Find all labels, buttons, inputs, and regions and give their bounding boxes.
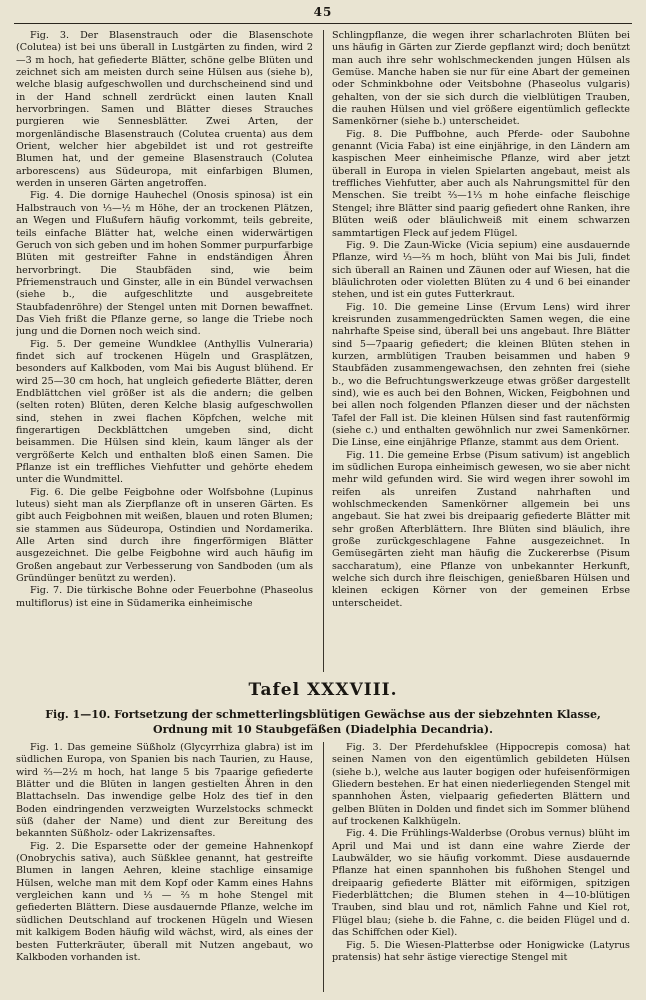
paragraph-fig11: Fig. 11. Die gemeine Erbse (Pisum sativum) ist angeblich im südlichen Europa einheimisch gewesen, wo sie aber nicht mehr wild gefunden wird. Sie wird wegen ihrer sowohl im reifen als unreifen Zustand nahrhaften und wohlschmeckenden Samenkörner allgemein bei uns angebaut. Sie hat zwei bis dreipaarig gefiederte Blätter mit sehr großen Afterblättern. Ihre Blüten sind bläulich, ihre große zurückgeschlagene Fahne ausgezeichnet. In Gemüsegärten zieht man häufig die Zuckererbse (Pisum saccharatum), eine Pflanze von unbekannter Herkunft, welche sich durch ihre fleischigen, genießbaren Hülsen und kleinen eckigen Körner von der gemeinen Erbse unterscheidet. <box>332 449 630 609</box>
paragraph-fig7: Fig. 7. Die türkische Bohne oder Feuerbohne (Phaseolus multiflorus) ist eine in Südamerika einheimische <box>16 585 313 609</box>
section-title: Tafel XXXVIII. <box>248 680 398 700</box>
paragraph-fig3: Fig. 3. Der Blasenstrauch oder die Blasenschote (Colutea) ist bei uns überall in Lustgärten zu finden, wird 2—3 m hoch, hat gefiederte Blätter, schöne gelbe Blüten und zeichnet sich am meisten durch seine Hülsen aus (siehe b), welche blasig aufgeschwollen und durchscheinend sind und in der Hand schnell zerdrückt einen lauten Knall hervorbringen. Samen und Blätter dieses Strauches purgieren wie Sennesblätter. Zwei Arten, der morgenländische Blasenstrauch (Colutea cruenta) aus dem Orient, welcher hier abgebildet ist und rot gestreifte Blumen hat, und der gemeine Blasenstrauch (Colutea arborescens) aus Südeuropa, mit einfarbigen Blumen, werden in unseren Gärten angetroffen. <box>16 30 313 190</box>
bottom-left-column <box>16 742 313 994</box>
paragraph-fig4: Fig. 4. Die dornige Hauhechel (Onosis spinosa) ist ein Halbstrauch von ⅓—½ m Höhe, der an trockenen Plätzen, an Wegen und Flußufern häufig vorkommt, teils gebreite, teils einfache Blätter hat, welche einen widerwärtigen Geruch von sich geben und im hohen Sommer purpurfarbige Blüten mit gestreifter Fahne in endständigen Ähren hervorbringt. Die Staubfäden sind, wie beim Pfriemenstrauch und Ginster, alle in ein Bündel verwachsen (siehe b., die aufgeschlitzte und ausgebreitete Staubfadenröhre) der Stengel unten mit Dornen bewaffnet. Das Vieh frißt die Pflanze gerne, so lange die Triebe noch jung und die Dornen noch weich sind. <box>16 190 313 338</box>
paragraph-fig5: Fig. 5. Der gemeine Wundklee (Anthyllis Vulneraria) findet sich auf trockenen Hügeln und Grasplätzen, besonders auf Kalkboden, vom Mai bis August blühend. Er wird 25—30 cm hoch, hat ungleich gefiederte Blätter, deren Endblättchen viel größer ist als die andern; die gelben (selten roten) Blüten, deren Kelche blasig aufgeschwollen sind, stehen in zwei flachen Köpfchen, welche mit fingerartigen Deckblättchen umgeben sind, dicht beisammen. Die Hülsen sind klein, kaum länger als der vergrößerte Kelch und enthalten bloß einen Samen. Die Pflanze ist ein treffliches Viehfutter und gehörte ehedem unter die Wundmittel. <box>16 338 313 486</box>
paragraph-t38-fig2: Fig. 2. Die Esparsette oder der gemeine Hahnenkopf (Onobrychis sativa), auch Süßklee genannt, hat gestreifte Blumen in langen Aehren, kleine stachlige einsamige Hülsen, welche man mit dem Kopf oder Kamm eines Hahns vergleichen kann und ⅓ — ⅔ m hohe Stengel mit gefiederten Blättern. Diese ausdauernde Pflanze, welche im südlichen Deutschland auf trockenen Hügeln und Wiesen mit kalkigem Boden häufig wild wächst, wird, als eines der besten Futterkräuter, überall mit Nutzen angebaut, wo Kalkboden vorhanden ist. <box>16 840 313 963</box>
paragraph-t38-fig4: Fig. 4. Die Frühlings-Walderbse (Orobus vernus) blüht im April und Mai und ist dann eine wahre Zierde der Laubwälder, wo sie häufig vorkommt. Diese ausdauernde Pflanze hat einen spannhohen bis fußhohen Stengel und dreipaarig gefiederte Blätter mit eiförmigen, spitzigen Fiederblättchen; die Blumen stehen in 4—10-blütigen Trauben, sind blau und rot, nämlich Fahne und Kiel rot, Flügel blau; (siehe b. die Fahne, c. die beiden Flügel und d. das Schiffchen oder Kiel). <box>332 828 630 939</box>
bottom-right-column <box>332 742 630 994</box>
paragraph-fig7-cont: Schlingpflanze, die wegen ihrer scharlachroten Blüten bei uns häufig in Gärten zur Zierde gepflanzt wird; doch benützt man auch ihre sehr wohlschmeckenden jungen Hülsen als Gemüse. Manche haben sie nur für eine Abart der gemeinen oder Schminkbohne oder Veitsbohne (Phaseolus vulgaris) gehalten, von der sie sich durch die vielblütigen Trauben, die rauhen Hülsen und viel größere eigentümlich gefleckte Samenkörner (siehe b.) unterscheidet. <box>332 30 630 128</box>
top-left-column <box>16 30 313 676</box>
paragraph-fig6: Fig. 6. Die gelbe Feigbohne oder Wolfsbohne (Lupinus luteus) sieht man als Zierpflanze oft in unseren Gärten. Es gibt auch Feigbohnen mit weißen, blauen und roten Blumen; sie stammen aus Südeuropa, Ostindien und Nordamerika. Alle Arten sind durch ihre fingerförmigen Blätter ausgezeichnet. Die gelbe Feigbohne wird auch häufig im Großen angebaut zur Verbesserung von Sandboden (um als Gründünger benützt zu werden). <box>16 486 313 585</box>
page-number: 45 <box>313 5 333 19</box>
column-divider-top <box>323 30 324 672</box>
paragraph-t38-fig5: Fig. 5. Die Wiesen-Platterbse oder Honigwicke (Latyrus pratensis) hat sehr ästige vierectige Stengel mit <box>332 939 630 963</box>
paragraph-t38-fig1: Fig. 1. Das gemeine Süßholz (Glycyrrhiza glabra) ist im südlichen Europa, von Spanien bis nach Taurien, zu Hause, wird ⅔—2½ m hoch, hat lange 5 bis 7paarige gefiederte Blätter und die Blüten in langen gestielten Ähren in den Blattachseln. Das inwendige gelbe Holz des tief in den Boden eindringenden verzweigten Wurzelstocks schmeckt süß (daher der Name) und dient zur Bereitung des bekannten Süßholz- oder Lakrizensaftes. <box>16 742 313 840</box>
paragraph-fig10: Fig. 10. Die gemeine Linse (Ervum Lens) wird ihrer kreisrunden zusammengedrückten Samen wegen, die eine nahrhafte Speise sind, überall bei uns angebaut. Ihre Blätter sind 5—7paarig gefiedert; die kleinen Blüten stehen in kurzen, armblütigen Trauben beisammen und haben 9 Staubfäden zusammengewachsen, den zehnten frei (siehe b., wo die Befruchtungswerkzeuge etwas größer dargestellt sind), wie es auch bei den Bohnen, Wicken, Feigbohnen und bei allen noch folgenden Pflanzen dieser und der nächsten Tafel der Fall ist. Die kleinen Hülsen sind fast rautenförmig (siehe c.) und enthalten gewöhnlich nur zwei Samenkörner. Die Linse, eine einjährige Pflanze, stammt aus dem Orient. <box>332 301 630 449</box>
paragraph-t38-fig3: Fig. 3. Der Pferdehufsklee (Hippocrepis comosa) hat seinen Namen von den eigentümlich gebildeten Hülsen (siehe b.), welche aus lauter bogigen oder hufeisenförmigen Gliedern bestehen. Er hat einen niederliegenden Stengel mit spannhohen Ästen, vielpaarig gefiederten Blättern und gelben Blüten in Dolden und findet sich im Sommer blühend auf trockenen Kalkhügeln. <box>332 742 630 828</box>
paragraph-fig9: Fig. 9. Die Zaun-Wicke (Vicia sepium) eine ausdauernde Pflanze, wird ⅓—⅔ m hoch, blüht von Mai bis Juli, findet sich überall an Rainen und Zäunen oder auf Wiesen, hat die bläulichroten oder violetten Blüten zu 4 und 6 bei einander stehen, und ist ein gutes Futterkraut. <box>332 239 630 301</box>
top-right-column <box>332 30 630 676</box>
section-subtitle: Fig. 1—10. Fortsetzung der schmetterlingsblütigen Gewächse aus der siebzehnten Klasse, Ordnung mit 10 Staubgefäßen (Diadelphia Decandria). <box>45 708 601 736</box>
column-divider-bottom <box>323 742 324 992</box>
paragraph-fig8: Fig. 8. Die Puffbohne, auch Pferde- oder Saubohne genannt (Vicia Faba) ist eine einjährige, in den Ländern am kaspischen Meer einheimische Pflanze, wird aber jetzt überall in Europa in vielen Spielarten angebaut, meist als treffliches Viehfutter, aber auch als Nahrungsmittel für den Menschen. Sie treibt ⅔—1⅓ m hohe einfache fleischige Stengel; ihre Blätter sind paarig gefiedert ohne Ranken, ihre Blüten weiß oder bläulichweiß mit einem schwarzen sammtartigen Fleck auf jedem Flügel. <box>332 128 630 239</box>
header-rule <box>14 23 632 24</box>
